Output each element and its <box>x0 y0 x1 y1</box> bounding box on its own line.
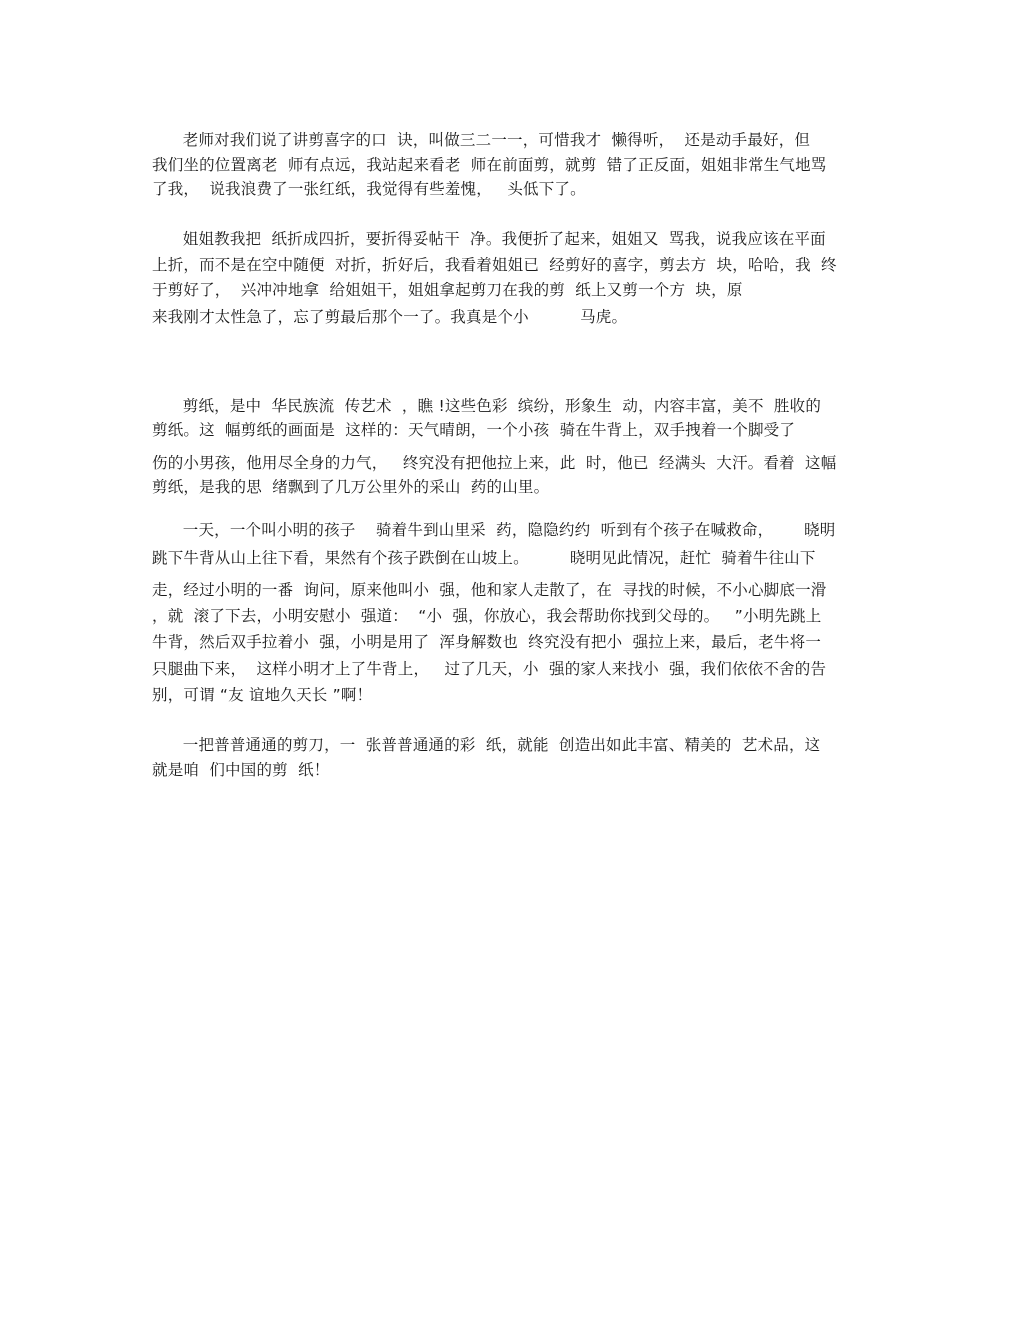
paragraph-2-line-3: 于剪好了， 兴冲冲地拿 给姐姐干，姐姐拿起剪刀在我的剪 纸上又剪一个方 块，原 <box>152 281 743 299</box>
paragraph-4-line-4: ，就 滚了下去，小明安慰小 强道： “小 强，你放心，我会帮助你找到父母的。 ”小明先跳上 <box>152 607 822 625</box>
paragraph-1-line-2: 我们坐的位置离老 师有点远，我站起来看老 师在前面剪，就剪 错了正反面，姐姐非常生气地骂 <box>152 156 827 174</box>
paragraph-3-line-4: 剪纸，是我的思 绪飘到了几万公里外的采山 药的山里。 <box>152 478 550 496</box>
paragraph-2-line-4: 来我刚才太性急了，忘了剪最后那个一了。我真是个小 马虎。 <box>152 308 628 326</box>
paragraph-5-line-1: 一把普普通通的剪刀，一 张普普通通的彩 纸，就能 创造出如此丰富、精美的 艺术品，这 <box>152 736 821 754</box>
paragraph-4-line-7: 别，可谓 “友 谊地久天长 ”啊！ <box>152 686 373 704</box>
paragraph-2-line-2: 上折，而不是在空中随便 对折，折好后，我看着姐姐已 经剪好的喜字，剪去方 块，哈哈，我 终 <box>152 256 837 274</box>
paragraph-3-line-2: 剪纸。这 幅剪纸的画面是 这样的：天气晴朗，一个小孩 骑在牛背上，双手拽着一个脚受了 <box>152 421 796 439</box>
paragraph-1-line-1: 老师对我们说了讲剪喜字的口 诀，叫做三二一一，可惜我才 懒得听， 还是动手最好，但 <box>152 131 811 149</box>
paragraph-2-line-1: 姐姐教我把 纸折成四折，要折得妥帖干 净。我便折了起来，姐姐又 骂我，说我应该在平面 <box>152 230 826 248</box>
paragraph-4-line-5: 牛背，然后双手拉着小 强，小明是用了 浑身解数也 终究没有把小 强拉上来，最后，老牛将一 <box>152 633 822 651</box>
paragraph-4-line-1: 一天，一个叫小明的孩子 骑着牛到山里采 药，隐隐约约 听到有个孩子在喊救命， 晓明 <box>152 521 836 539</box>
paragraph-3-line-1: 剪纸，是中 华民族流 传艺术 ，瞧 !这些色彩 缤纷，形象生 动，内容丰富，美不 胜收的 <box>152 397 822 415</box>
paragraph-3-line-3: 伤的小男孩，他用尽全身的力气， 终究没有把他拉上来，此 时，他已 经满头 大汗。看着 这幅 <box>152 454 837 472</box>
paragraph-1-line-3: 了我， 说我浪费了一张红纸，我觉得有些羞愧， 头低下了。 <box>152 180 586 198</box>
paragraph-4-line-3: 走，经过小明的一番 询问，原来他叫小 强，他和家人走散了，在 寻找的时候，不小心脚底一滑 <box>152 581 827 599</box>
paragraph-5-line-2: 就是咱 们中国的剪 纸！ <box>152 761 330 779</box>
paragraph-4-line-6: 只腿曲下来， 这样小明才上了牛背上， 过了几天，小 强的家人来找小 强，我们依依不舍的告 <box>152 660 827 678</box>
paragraph-4-line-2: 跳下牛背从山上往下看，果然有个孩子跌倒在山坡上。 晓明见此情况，赶忙 骑着牛往山下 <box>152 549 816 567</box>
